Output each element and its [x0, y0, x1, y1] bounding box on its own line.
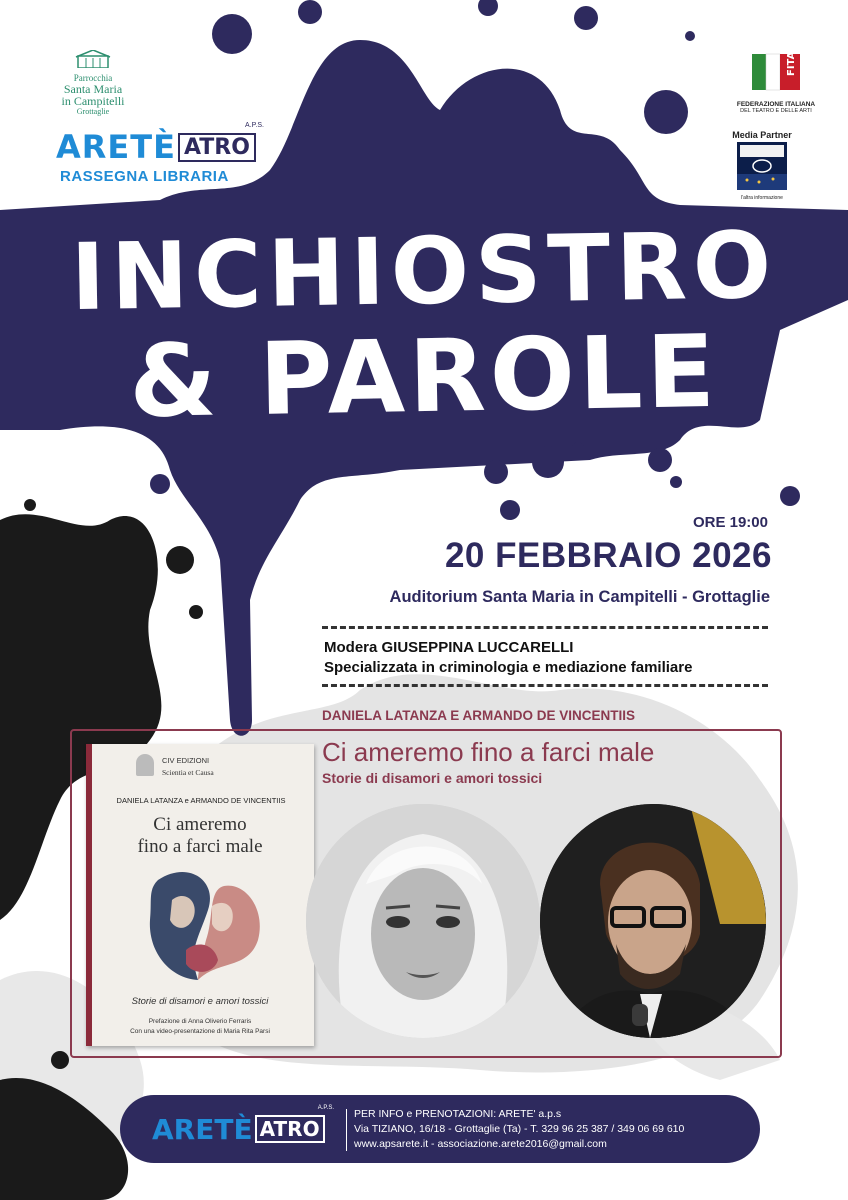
divider-top [322, 626, 768, 629]
media-partner-logo-icon [737, 142, 787, 190]
cover-series: Scientia et Causa [162, 768, 214, 777]
portrait-woman-icon [306, 804, 540, 1038]
rassegna-libraria: RASSEGNA LIBRARIA [60, 168, 229, 185]
event-time: ORE 19:00 [692, 514, 768, 531]
portrait-daniela [306, 804, 540, 1038]
arete-word: ARETÈ [56, 128, 176, 166]
footer-separator [346, 1109, 347, 1151]
book-title: Ci ameremo fino a farci male [322, 737, 655, 767]
media-partner [722, 130, 802, 201]
footer-logo-atro: ATRO [255, 1115, 325, 1143]
cover-publisher-icon [136, 754, 154, 776]
fita-logo [726, 52, 826, 114]
footer-info-line2: Via TIZIANO, 16/18 - Grottaglie (Ta) - T. 329 96 25 387 / 349 06 69 610 [354, 1123, 685, 1135]
portrait-armando [540, 804, 766, 1038]
media-partner-label: Media Partner [732, 130, 792, 140]
parish-logo [52, 50, 134, 117]
event-venue: Auditorium Santa Maria in Campitelli - Grottaglie [389, 588, 770, 606]
cover-title-2: fino a farci male [137, 836, 263, 857]
parish-line2: Santa Maria [63, 82, 123, 96]
media-partner-tagline: l'altra informazione [741, 195, 783, 201]
title-line-1: INCHIOSTRO [69, 211, 779, 332]
book-authors: DANIELA LATANZA E ARMANDO DE VINCENTIIS [322, 708, 635, 723]
cover-authors: DANIELA LATANZA e ARMANDO DE VINCENTIIS [116, 796, 286, 805]
parish-line1: Parrocchia [73, 73, 113, 83]
arete-logo [56, 122, 266, 185]
event-date: 20 FEBBRAIO 2026 [444, 536, 772, 575]
parish-logo-icon [74, 50, 112, 68]
parish-line4: Grottaglie [76, 107, 110, 116]
svg-text:FITA: FITA [786, 52, 797, 76]
book-cover [86, 744, 314, 1046]
fita-line2: DEL TEATRO E DELLE ARTI [740, 108, 812, 114]
footer-bar [120, 1095, 760, 1163]
cover-subtitle: Storie di disamori e amori tossici [131, 996, 269, 1007]
fita-line1: FEDERAZIONE ITALIANA [736, 101, 816, 108]
title-line-2: & PAROLE [128, 312, 720, 441]
parish-line3: in Campitelli [61, 94, 125, 108]
book-subtitle: Storie di disamori e amori tossici [322, 770, 543, 786]
cover-video: Con una video-presentazione di Maria Rita Parsi [130, 1028, 270, 1035]
moderator-role: Specializzata in criminologia e mediazione familiare [324, 659, 693, 676]
moderator-line: Modera GIUSEPPINA LUCCARELLI [324, 639, 574, 656]
arete-atro: ATRO [178, 133, 256, 162]
cover-title-1: Ci ameremo [153, 814, 247, 835]
footer-logo [152, 1105, 342, 1146]
cover-preface: Prefazione di Anna Oliverio Ferraris [148, 1018, 252, 1025]
divider-bottom [322, 684, 768, 687]
footer-logo-aps: A.P.S. [317, 1105, 334, 1111]
fita-logo-icon [746, 52, 806, 96]
footer-info-line1: PER INFO e PRENOTAZIONI: ARETE' a.p.s [354, 1108, 562, 1120]
footer-info-line3[interactable]: www.apsarete.it - associazione.arete2016@gmail.com [354, 1138, 607, 1150]
arete-aps: A.P.S. [245, 122, 264, 129]
cover-publisher: CIV EDIZIONI [162, 756, 210, 765]
footer-logo-word: ARETÈ [152, 1113, 253, 1146]
book-cover-art-icon [128, 860, 268, 988]
portrait-man-icon [540, 804, 766, 1038]
